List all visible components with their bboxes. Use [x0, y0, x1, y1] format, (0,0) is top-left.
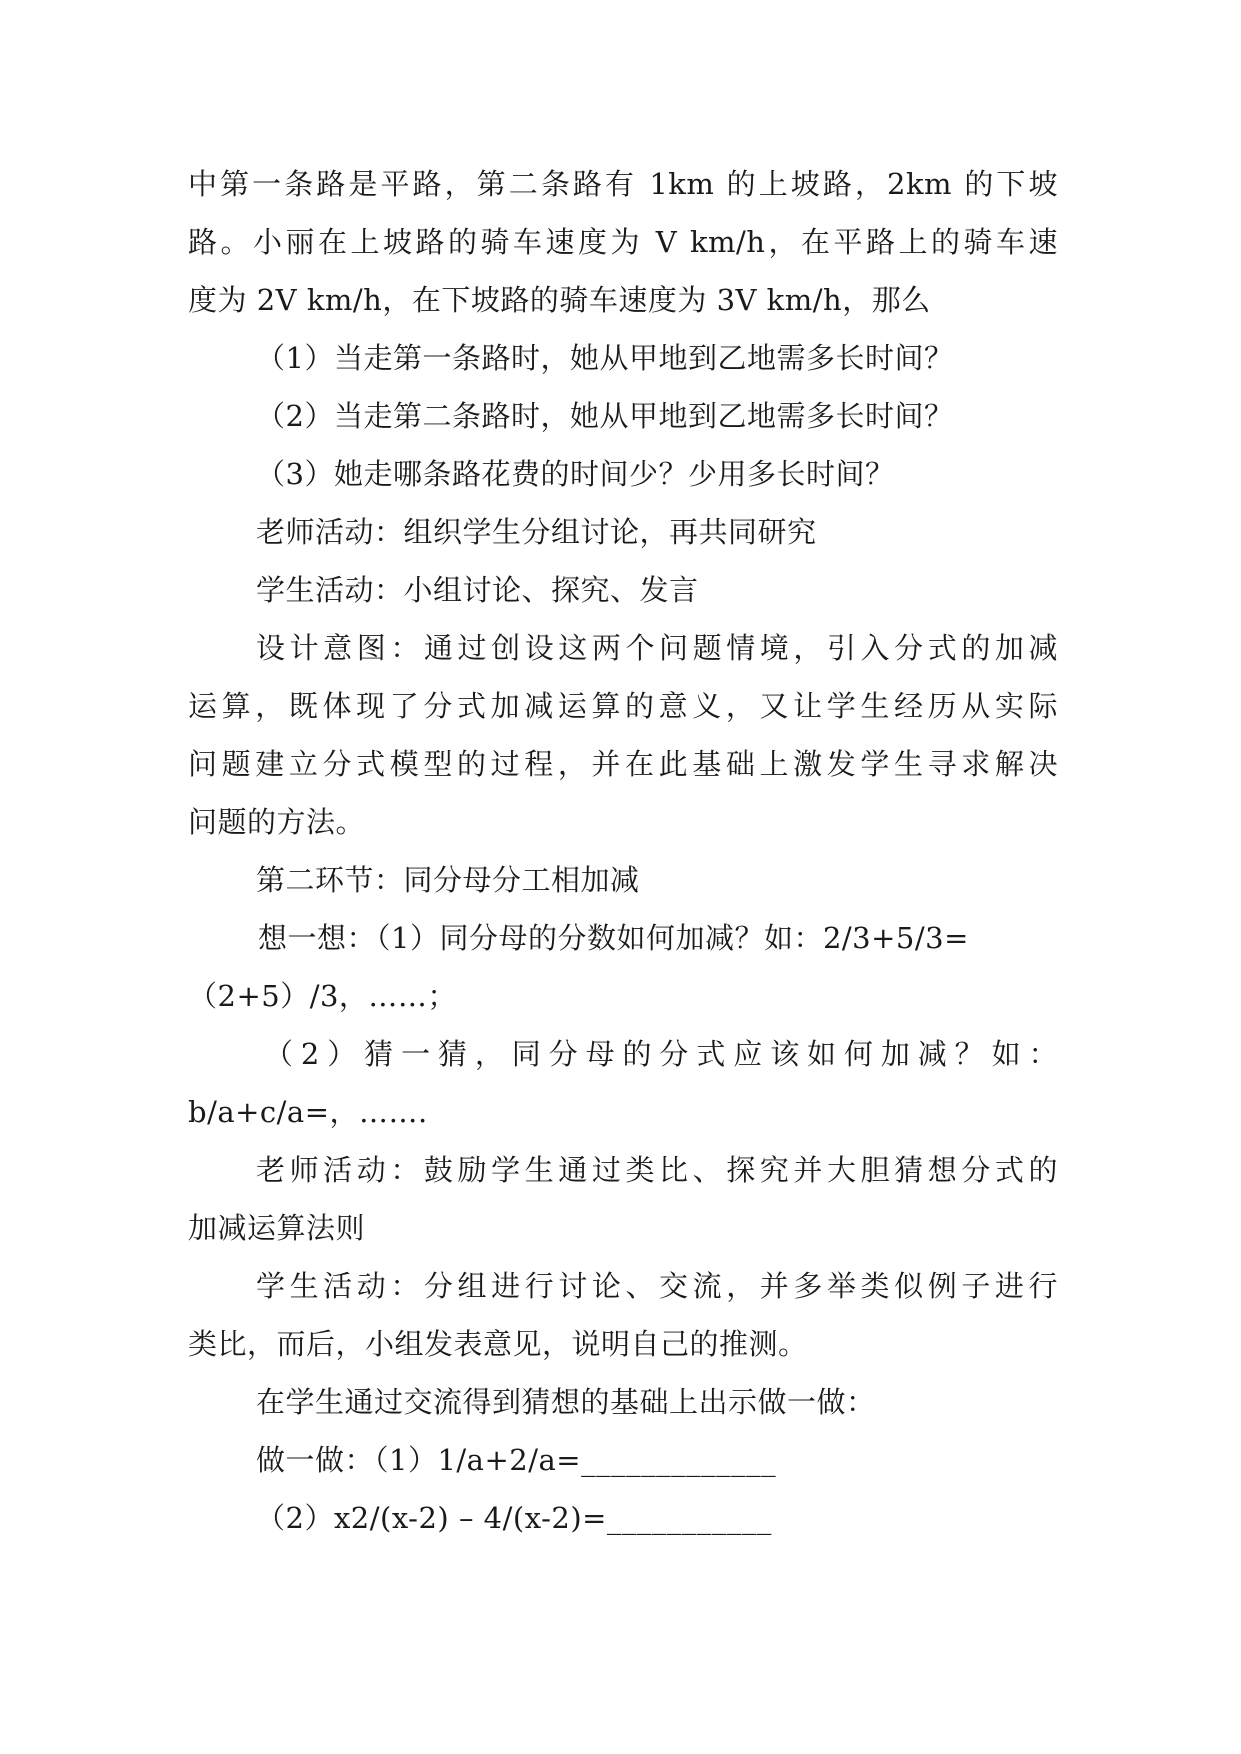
design-intent-line-2: 运算，既体现了分式加减运算的意义，又让学生经历从实际	[188, 689, 1058, 723]
question-2: （2）当走第二条路时，她从甲地到乙地需多长时间？	[256, 399, 954, 433]
text-line-3: 度为 2V km/h，在下坡路的骑车速度为 3V km/h，那么	[188, 283, 931, 317]
student-activity-2-line-2: 类比，而后，小组发表意见，说明自己的推测。	[188, 1327, 808, 1361]
exercise-1: 做一做：（1）1/a+2/a=_____________	[256, 1443, 777, 1477]
teacher-activity-1: 老师活动：组织学生分组讨论，再共同研究	[256, 515, 817, 549]
design-intent-line-3: 问题建立分式模型的过程，并在此基础上激发学生寻求解决	[188, 747, 1058, 781]
design-intent-line-1: 设计意图：通过创设这两个问题情境，引入分式的加减	[256, 631, 1058, 665]
guess-line-2: b/a+c/a=，…….	[188, 1095, 428, 1129]
exercise-2: （2）x2/(x-2) – 4/(x-2)=___________	[256, 1501, 772, 1535]
student-activity-2-line-1: 学生活动：分组进行讨论、交流，并多举类似例子进行	[256, 1269, 1058, 1303]
think-line-1: 想一想：（1）同分母的分数如何加减？如：2/3+5/3=	[258, 921, 969, 955]
teacher-activity-2-line-2: 加减运算法则	[188, 1211, 366, 1245]
design-intent-line-4: 问题的方法。	[188, 805, 366, 839]
teacher-activity-2-line-1: 老师活动：鼓励学生通过类比、探究并大胆猜想分式的	[256, 1153, 1058, 1187]
section-heading: 第二环节：同分母分工相加减	[256, 863, 640, 897]
text-line-2: 路。小丽在上坡路的骑车速度为 V km/h，在平路上的骑车速	[188, 225, 1058, 259]
think-line-2: （2+5）/3，……；	[188, 979, 457, 1013]
text-line-1: 中第一条路是平路，第二条路有 1km 的上坡路，2km 的下坡	[188, 167, 1058, 201]
guess-line-1: （2）猜一猜，同分母的分式应该如何加减？如：	[264, 1037, 1058, 1071]
student-activity-1: 学生活动：小组讨论、探究、发言	[256, 573, 699, 607]
exercise-intro: 在学生通过交流得到猜想的基础上出示做一做：	[256, 1385, 876, 1419]
question-1: （1）当走第一条路时，她从甲地到乙地需多长时间？	[256, 341, 954, 375]
question-3: （3）她走哪条路花费的时间少？少用多长时间？	[256, 457, 895, 491]
